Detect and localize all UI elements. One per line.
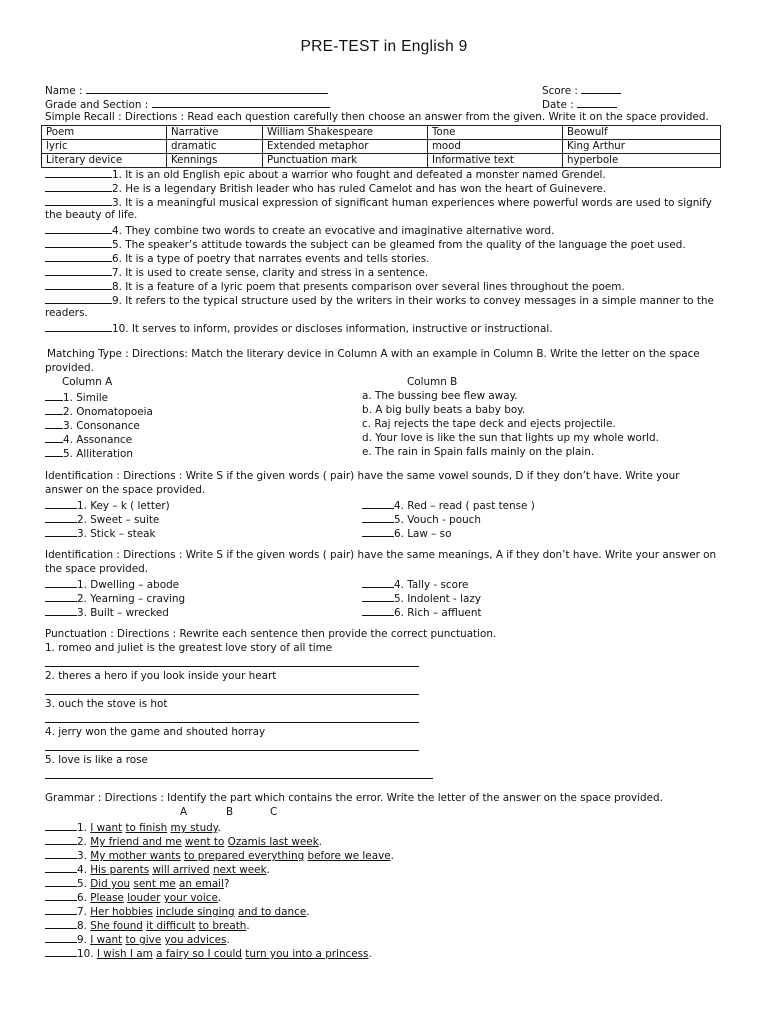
word-bank-cell: Punctuation mark	[263, 154, 428, 168]
pair-text: 4. Tally - score	[394, 579, 469, 591]
answer-blank[interactable]	[45, 876, 77, 887]
grammar-item	[45, 946, 372, 961]
grammar-part: Please	[90, 892, 124, 904]
recall-question	[45, 181, 606, 196]
recall-directions: Simple Recall : Directions : Read each question carefully then choose an answer from the given. Write it on the space provided.	[45, 111, 709, 123]
answer-blank[interactable]	[45, 932, 77, 943]
grammar-part: She found	[90, 920, 143, 932]
date-line	[542, 97, 617, 112]
grammar-part: your voice	[163, 892, 218, 904]
grammar-part: will arrived	[152, 864, 210, 876]
column-b-item: c. Raj rejects the tape deck and ejects projectile.	[362, 418, 616, 430]
answer-line[interactable]	[45, 694, 419, 695]
grammar-number: 10.	[77, 948, 94, 960]
grammar-part: you advices	[164, 934, 227, 946]
answer-blank[interactable]	[45, 418, 63, 429]
answer-blank[interactable]	[45, 390, 63, 401]
grammar-part: next week	[212, 864, 267, 876]
punctuation-sentence: 2. theres a hero if you look inside your heart	[45, 670, 277, 682]
question-text: 9. It refers to the typical structure used by the writers in their works to convey messages in a simple manner to the	[112, 295, 714, 307]
question-text: the beauty of life.	[45, 209, 138, 221]
word-bank-cell: dramatic	[167, 140, 263, 154]
ident1-directions-cont: answer on the space provided.	[45, 484, 206, 496]
question-text: 6. It is a type of poetry that narrates events and tells stories.	[112, 253, 430, 265]
grammar-letter-b: B	[226, 806, 234, 818]
word-bank-cell: lyric	[42, 140, 167, 154]
recall-question	[45, 307, 88, 320]
word-bank-cell: Kennings	[167, 154, 263, 168]
punctuation-directions: Punctuation : Directions : Rewrite each sentence then provide the correct punctuation.	[45, 628, 497, 640]
grammar-separator: .	[266, 864, 270, 876]
answer-blank[interactable]	[362, 591, 394, 602]
answer-blank[interactable]	[45, 293, 112, 304]
grammar-part: Did you	[90, 878, 131, 890]
answer-blank[interactable]	[45, 834, 77, 845]
grammar-number: 1.	[77, 822, 87, 834]
answer-blank[interactable]	[362, 512, 394, 523]
grammar-part: and to dance	[237, 906, 307, 918]
answer-blank[interactable]	[45, 279, 112, 290]
column-b-label: Column B	[407, 376, 458, 388]
word-bank-cell: Poem	[42, 126, 167, 140]
grammar-part: Ozamis last week	[227, 836, 319, 848]
grammar-number: 6.	[77, 892, 87, 904]
grammar-part: I wish I am	[96, 948, 153, 960]
pair-item	[45, 512, 159, 527]
grammar-separator: ?	[223, 878, 230, 890]
grammar-number: 8.	[77, 920, 87, 932]
answer-blank[interactable]	[45, 904, 77, 915]
grammar-separator: .	[306, 906, 310, 918]
word-bank-cell: Tone	[428, 126, 563, 140]
answer-blank[interactable]	[45, 223, 112, 234]
answer-blank[interactable]	[45, 862, 77, 873]
answer-blank[interactable]	[45, 512, 77, 523]
grammar-part: a fairy so I could	[156, 948, 242, 960]
column-a-item	[45, 390, 108, 405]
pair-item	[362, 498, 535, 513]
answer-line[interactable]	[45, 722, 419, 723]
word-bank-cell: Informative text	[428, 154, 563, 168]
pair-text: 6. Law – so	[394, 528, 452, 540]
word-bank-cell: mood	[428, 140, 563, 154]
grade-line	[45, 97, 330, 112]
pair-text: 3. Built – wrecked	[77, 607, 169, 619]
score-line	[542, 83, 621, 98]
question-text: 8. It is a feature of a lyric poem that presents comparison over several lines throughout the poem.	[112, 281, 625, 293]
grammar-part: an email	[179, 878, 224, 890]
column-a-text: 3. Consonance	[63, 420, 140, 432]
grammar-part: I want	[90, 934, 123, 946]
recall-question	[45, 237, 686, 252]
page-title: PRE-TEST in English 9	[300, 38, 468, 55]
date-label: Date :	[542, 99, 574, 111]
word-bank-cell: Literary device	[42, 154, 167, 168]
grammar-letter-a: A	[180, 806, 188, 818]
recall-question	[45, 251, 429, 266]
word-bank-table	[41, 125, 721, 168]
column-a-item	[45, 446, 133, 461]
word-bank-row	[42, 126, 721, 140]
grammar-part: to prepared everything	[184, 850, 305, 862]
grammar-part: my study	[170, 822, 218, 834]
answer-blank[interactable]	[362, 577, 394, 588]
grammar-item	[45, 862, 270, 877]
score-label: Score :	[542, 85, 578, 97]
question-text: 5. The speaker’s attitude towards the subject can be gleamed from the quality of the language the poet used.	[112, 239, 686, 251]
ident2-directions: Identification : Directions : Write S if the given words ( pair) have the same meanings, A if they don’t have. Write your answer on	[45, 549, 717, 561]
grammar-separator: .	[318, 836, 323, 848]
pair-text: 1. Dwelling – abode	[77, 579, 180, 591]
grammar-number: 4.	[77, 864, 87, 876]
grammar-part: My mother wants	[90, 850, 181, 862]
answer-blank[interactable]	[362, 498, 394, 509]
recall-question	[45, 279, 625, 294]
grammar-item	[45, 932, 230, 947]
grammar-part: turn you into a princess	[245, 948, 369, 960]
grammar-part: sent me	[133, 878, 176, 890]
answer-line[interactable]	[45, 750, 419, 751]
grammar-number: 9.	[77, 934, 87, 946]
answer-blank[interactable]	[45, 605, 77, 616]
answer-blank[interactable]	[45, 591, 77, 602]
grammar-part: louder	[127, 892, 161, 904]
grade-field[interactable]	[152, 97, 330, 108]
column-b-item: a. The bussing bee flew away.	[362, 390, 518, 402]
grammar-number: 3.	[77, 850, 87, 862]
word-bank-cell: King Arthur	[563, 140, 721, 154]
answer-blank[interactable]	[45, 848, 77, 859]
grammar-separator: .	[390, 850, 394, 862]
pair-item	[45, 577, 179, 592]
pair-item	[45, 605, 169, 620]
grammar-separator: .	[246, 920, 250, 932]
column-a-item	[45, 404, 153, 419]
answer-blank[interactable]	[45, 946, 77, 957]
column-b-item: e. The rain in Spain falls mainly on the plain.	[362, 446, 595, 458]
question-text: 4. They combine two words to create an evocative and imaginative alternative word.	[112, 225, 555, 237]
word-bank-cell: William Shakespeare	[263, 126, 428, 140]
grammar-separator: .	[368, 948, 372, 960]
recall-question	[45, 321, 553, 336]
question-text: 1. It is an old English epic about a warrior who fought and defeated a monster named Grendel.	[112, 169, 606, 181]
grammar-item	[45, 890, 221, 905]
column-a-text: 5. Alliteration	[63, 448, 133, 460]
answer-blank[interactable]	[362, 526, 394, 537]
column-b-item: d. Your love is like the sun that lights up my whole world.	[362, 432, 659, 444]
column-a-item	[45, 432, 132, 447]
answer-blank[interactable]	[45, 432, 63, 443]
grammar-part: went to	[185, 836, 225, 848]
grammar-separator: .	[217, 892, 222, 904]
column-a-text: 4. Assonance	[63, 434, 133, 446]
matching-directions: Matching Type : Directions: Match the literary device in Column A with an example in Column B. Write the letter on the space	[47, 348, 700, 360]
answer-blank[interactable]	[45, 181, 112, 192]
grammar-part: to finish	[125, 822, 168, 834]
column-a-item	[45, 418, 140, 433]
answer-blank[interactable]	[45, 890, 77, 901]
pair-text: 3. Stick – steak	[77, 528, 156, 540]
grammar-part: My friend and me	[90, 836, 182, 848]
answer-blank[interactable]	[45, 404, 63, 415]
answer-blank[interactable]	[45, 498, 77, 509]
grammar-item	[45, 918, 250, 933]
grammar-separator: .	[226, 934, 230, 946]
grammar-directions: Grammar : Directions : Identify the part which contains the error. Write the letter of the answer on the space provided.	[45, 792, 663, 804]
recall-question	[45, 167, 606, 182]
name-line	[45, 83, 328, 98]
recall-question	[45, 195, 712, 210]
answer-blank[interactable]	[45, 918, 77, 929]
pair-text: 5. Vouch - pouch	[394, 514, 481, 526]
grammar-separator: .	[217, 822, 221, 834]
answer-blank[interactable]	[45, 446, 63, 457]
punctuation-sentence: 1. romeo and juliet is the greatest love story of all time	[45, 642, 333, 654]
grammar-part: Her hobbies	[90, 906, 153, 918]
recall-question	[45, 265, 428, 280]
grammar-part: before we leave	[307, 850, 391, 862]
question-text: 7. It is used to create sense, clarity and stress in a sentence.	[112, 267, 429, 279]
answer-blank[interactable]	[45, 321, 112, 332]
column-a-text: 2. Onomatopoeia	[63, 406, 153, 418]
pair-text: 2. Yearning – craving	[77, 593, 186, 605]
answer-line[interactable]	[45, 778, 433, 779]
grammar-item	[45, 876, 229, 891]
answer-line[interactable]	[45, 666, 419, 667]
ident1-directions: Identification : Directions : Write S if the given words ( pair) have the same vowel sounds, D if they don’t have. Write your	[45, 470, 680, 482]
word-bank-cell: hyperbole	[563, 154, 721, 168]
word-bank-cell: Narrative	[167, 126, 263, 140]
word-bank-cell: Extended metaphor	[263, 140, 428, 154]
answer-blank[interactable]	[45, 526, 77, 537]
answer-blank[interactable]	[45, 167, 112, 178]
pair-item	[45, 498, 170, 513]
answer-blank[interactable]	[45, 237, 112, 248]
grammar-item	[45, 820, 221, 835]
grammar-part: to breath	[198, 920, 247, 932]
grammar-part: it difficult	[146, 920, 196, 932]
grammar-part: include singing	[156, 906, 235, 918]
question-text: 2. He is a legendary British leader who has ruled Camelot and has won the heart of Guinevere.	[112, 183, 607, 195]
pair-text: 1. Key – k ( letter)	[77, 500, 170, 512]
pair-item	[362, 512, 481, 527]
ident2-directions-cont: the space provided.	[45, 563, 149, 575]
score-field[interactable]	[581, 83, 621, 94]
name-field[interactable]	[86, 83, 328, 94]
column-a-label: Column A	[62, 376, 113, 388]
pair-item	[362, 577, 468, 592]
grammar-letter-c: C	[270, 806, 278, 818]
word-bank-row	[42, 154, 721, 168]
word-bank-row	[42, 140, 721, 154]
name-label: Name :	[45, 85, 83, 97]
grammar-part: I want	[90, 822, 123, 834]
grammar-number: 2.	[77, 836, 87, 848]
pair-text: 2. Sweet – suite	[77, 514, 160, 526]
answer-blank[interactable]	[45, 195, 112, 206]
recall-question	[45, 209, 137, 222]
pair-text: 5. Indolent - lazy	[394, 593, 481, 605]
grammar-item	[45, 904, 310, 919]
recall-question	[45, 293, 714, 308]
grade-label: Grade and Section :	[45, 99, 149, 111]
pair-item	[45, 526, 156, 541]
recall-question	[45, 223, 554, 238]
grammar-item	[45, 848, 394, 863]
grammar-number: 7.	[77, 906, 87, 918]
answer-blank[interactable]	[45, 577, 77, 588]
column-b-item: b. A big bully beats a baby boy.	[362, 404, 526, 416]
pair-text: 4. Red – read ( past tense )	[394, 500, 535, 512]
punctuation-sentence: 3. ouch the stove is hot	[45, 698, 168, 710]
pair-item	[362, 526, 451, 541]
grammar-part: to give	[125, 934, 162, 946]
pair-item	[362, 591, 481, 606]
grammar-part: His parents	[90, 864, 150, 876]
punctuation-sentence: 4. jerry won the game and shouted horray	[45, 726, 266, 738]
pair-item	[362, 605, 481, 620]
pair-text: 6. Rich – affluent	[394, 607, 482, 619]
date-field[interactable]	[577, 97, 617, 108]
answer-blank[interactable]	[45, 820, 77, 831]
answer-blank[interactable]	[45, 265, 112, 276]
column-a-text: 1. Simile	[63, 392, 108, 404]
punctuation-sentence: 5. love is like a rose	[45, 754, 148, 766]
pair-item	[45, 591, 185, 606]
answer-blank[interactable]	[362, 605, 394, 616]
question-text: 3. It is a meaningful musical expression of significant human experiences where powerful words are used to signify	[112, 197, 712, 209]
answer-blank[interactable]	[45, 251, 112, 262]
question-text: readers.	[45, 307, 88, 319]
word-bank-cell: Beowulf	[563, 126, 721, 140]
matching-directions-cont: provided.	[45, 362, 94, 374]
question-text: 10. It serves to inform, provides or discloses information, instructive or instructional.	[112, 323, 553, 335]
grammar-number: 5.	[77, 878, 87, 890]
grammar-item	[45, 834, 322, 849]
